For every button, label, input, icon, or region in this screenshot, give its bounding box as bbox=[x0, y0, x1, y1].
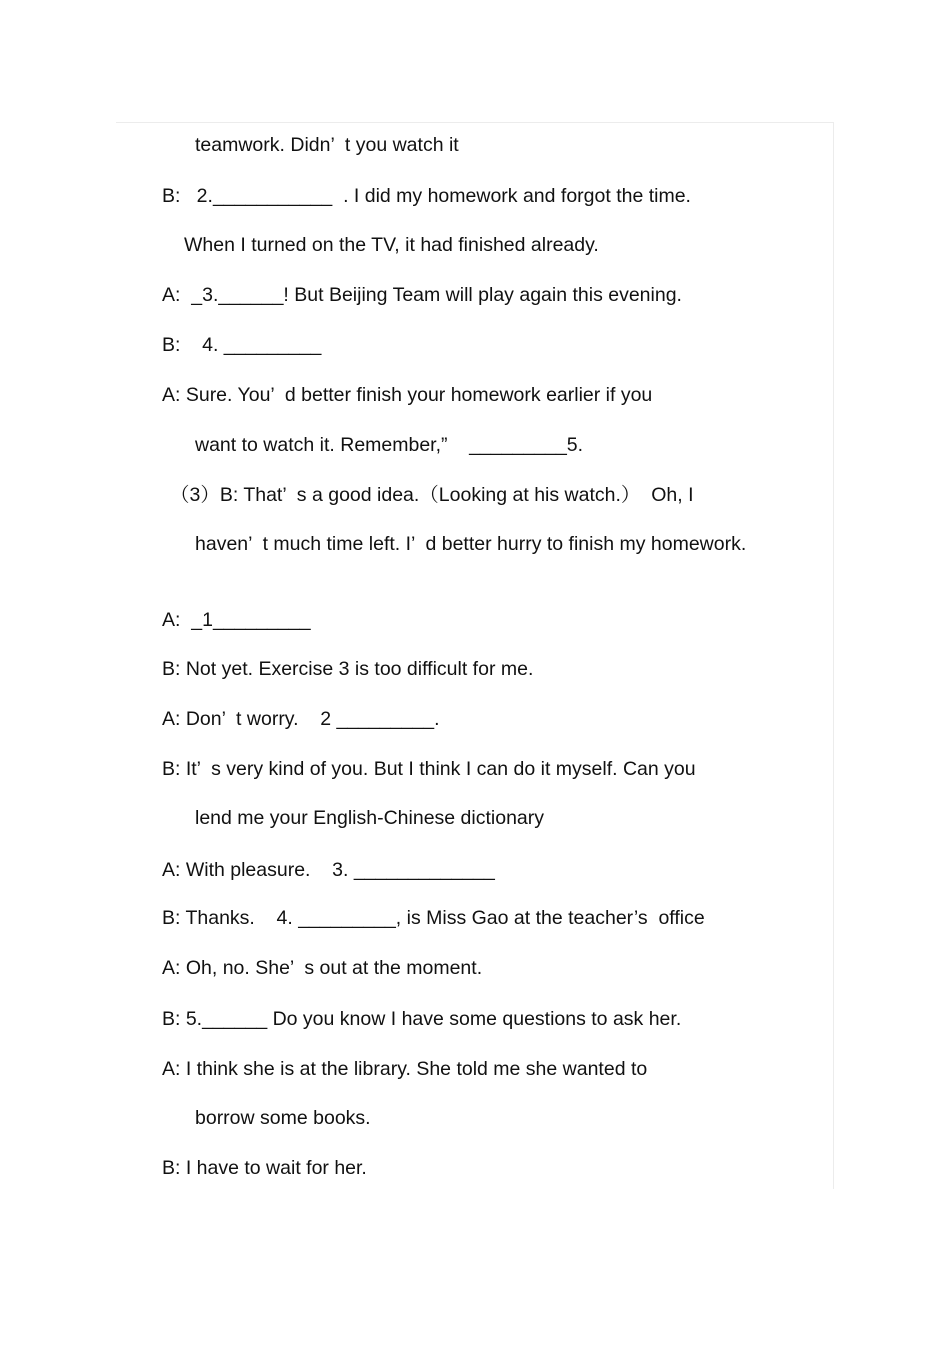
dialogue-line: A: Oh, no. She’ s out at the moment. bbox=[162, 957, 483, 979]
dialogue-line: B: Thanks. 4. _________, is Miss Gao at the teacher’s office bbox=[162, 907, 705, 929]
dialogue-line: want to watch it. Remember,” _________5. bbox=[195, 434, 584, 456]
dialogue-line: A: _3.______! But Beijing Team will play again this evening. bbox=[162, 284, 682, 306]
dialogue-line: （3）B: That’ s a good idea.（Looking at his watch.） Oh, I bbox=[170, 484, 694, 506]
dialogue-line: A: With pleasure. 3. _____________ bbox=[162, 859, 495, 881]
dialogue-line: B: 4. _________ bbox=[162, 334, 322, 356]
dialogue-line: A: I think she is at the library. She told me she wanted to bbox=[162, 1058, 648, 1080]
dialogue-line: B: I have to wait for her. bbox=[162, 1157, 367, 1179]
dialogue-line: B: Not yet. Exercise 3 is too difficult for me. bbox=[162, 658, 534, 680]
dialogue-line: borrow some books. bbox=[195, 1107, 371, 1129]
dialogue-line: B: 2.___________ . I did my homework and forgot the time. bbox=[162, 185, 691, 207]
dialogue-line: B: 5.______ Do you know I have some questions to ask her. bbox=[162, 1008, 682, 1030]
dialogue-line: B: It’ s very kind of you. But I think I can do it myself. Can you bbox=[162, 758, 696, 780]
dialogue-line: haven’ t much time left. I’ d better hurry to finish my homework. bbox=[195, 533, 747, 555]
dialogue-line: When I turned on the TV, it had finished already. bbox=[184, 234, 599, 256]
dialogue-line: lend me your English-Chinese dictionary bbox=[195, 807, 545, 829]
dialogue-line: teamwork. Didn’ t you watch it bbox=[195, 134, 459, 156]
dialogue-line: A: Don’ t worry. 2 _________. bbox=[162, 708, 440, 730]
dialogue-line: A: _1_________ bbox=[162, 609, 311, 631]
dialogue-line: A: Sure. You’ d better finish your homework earlier if you bbox=[162, 384, 653, 406]
